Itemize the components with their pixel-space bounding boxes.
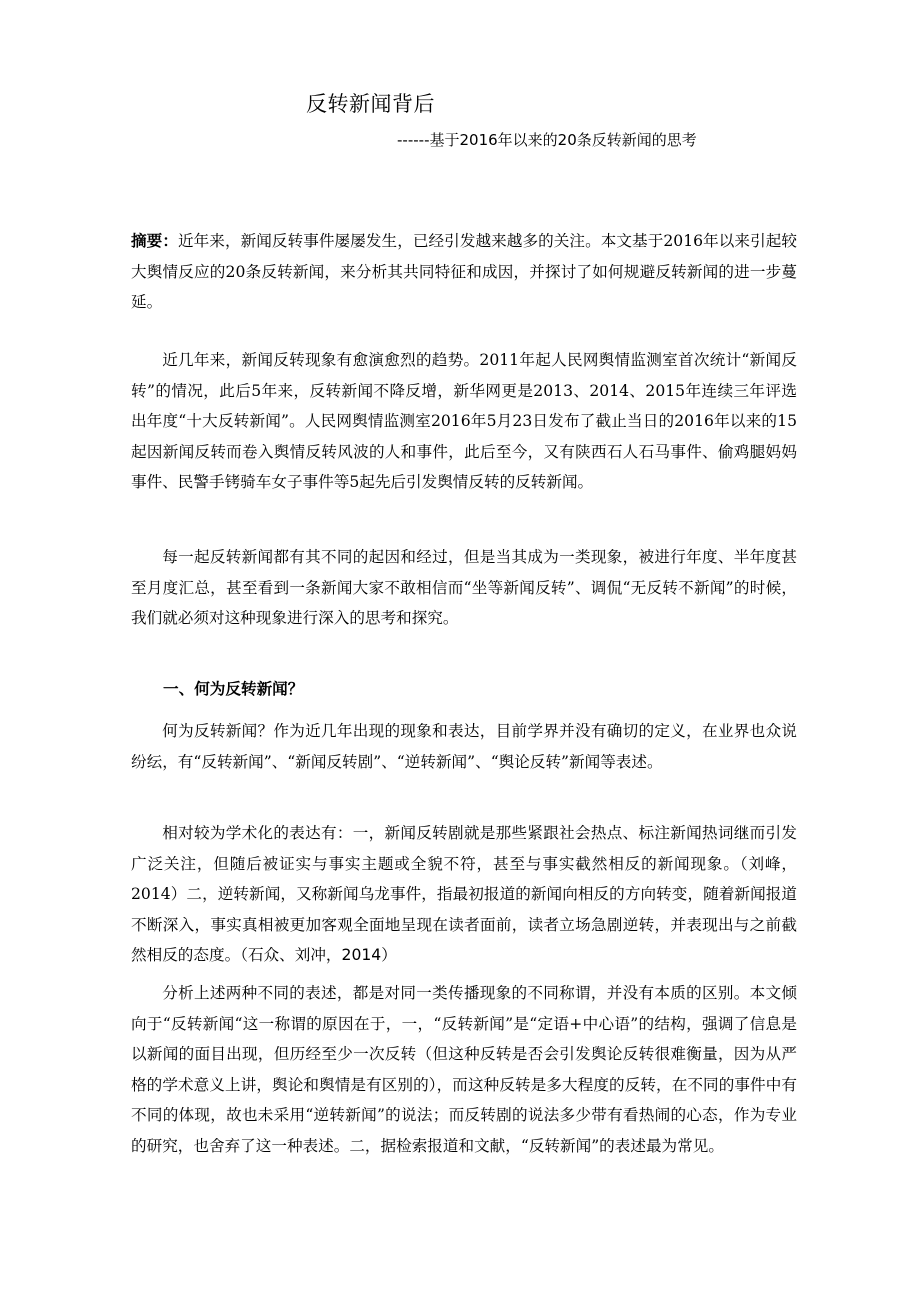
- section-paragraph-1: [131, 716, 797, 777]
- section-paragraph-2: [131, 818, 797, 971]
- abstract-text: 近年来，新闻反转事件屡屡发生，已经引发越来越多的关注。本文基于2016年以来引起较大舆情反应的20条反转新闻，来分析其共同特征和成因，并探讨了如何规避反转新闻的进一步蔓延。: [131, 232, 797, 311]
- abstract: [131, 226, 797, 318]
- paragraph-text: 相对较为学术化的表达有：一，新闻反转剧就是那些紧跟社会热点、标注新闻热词继而引发广泛关注，但随后被证实与事实主题或全貌不符，甚至与事实截然相反的新闻现象。（刘峰，2014）二，逆转新闻，又称新闻乌龙事件，指最初报道的新闻向相反的方向转变，随着新闻报道不断深入，事实真相被更加客观全面地呈现在读者面前，读者立场急剧逆转，并表现出与之前截然相反的态度。: [131, 824, 797, 964]
- intro-paragraph-1: [131, 345, 797, 498]
- document-subtitle: ------基于2016年以来的20条反转新闻的思考: [397, 131, 697, 149]
- intro-paragraph-2: [131, 542, 797, 634]
- paragraph-text: 近几年来，新闻反转现象有愈演愈烈的趋势。2011年起人民网舆情监测室首次统计“新闻反转”的情况，此后5年来，反转新闻不降反增，新华网更是2013、2014、2015年连续三年评选出年度“十大反转新闻”。人民网舆情监测室2016年5月23日发布了截止当日的2016年以来的15起因新闻反转而卷入舆情反转风波的人和事件，此后至今，又有陕西石人石马事件、偷鸡腿妈妈事件、民警手铐骑车女子事件等5起先后引发舆情反转的反转新闻。: [131, 351, 797, 491]
- document-title: 反转新闻背后: [306, 92, 435, 116]
- paragraph-text: 分析上述两种不同的表述，都是对同一类传播现象的不同称谓，并没有本质的区别。本文倾向于“反转新闻“这一称谓的原因在于，一，“反转新闻”是“定语+中心语”的结构，强调了信息是以新闻的面目出现，但历经至少一次反转（但这种反转是否会引发舆论反转很难衡量，因为从严格的学术意义上讲，舆论和舆情是有区别的），而这种反转是多大程度的反转，在不同的事件中有不同的体现，故也未采用“逆转新闻”的说法；而反转剧的说法多少带有看热闹的心态，作为专业的研究，也舍弃了这一种表述。二，据检索报道和文献，“反转新闻”的表述最为常见。: [131, 984, 797, 1155]
- section-paragraph-3: [131, 978, 797, 1161]
- citation: （石众、刘冲，2014）: [240, 946, 397, 964]
- paragraph-text: 每一起反转新闻都有其不同的起因和经过，但是当其成为一类现象，被进行年度、半年度甚至月度汇总，甚至看到一条新闻大家不敢相信而“坐等新闻反转”、调侃“无反转不新闻”的时候，我们就必须对这种现象进行深入的思考和探究。: [131, 548, 797, 627]
- section-heading: 一、何为反转新闻？: [163, 680, 304, 698]
- paragraph-text: 何为反转新闻？作为近几年出现的现象和表达，目前学界并没有确切的定义，在业界也众说纷纭，有“反转新闻”、“新闻反转剧”、“逆转新闻”、“舆论反转”新闻等表述。: [131, 722, 797, 771]
- abstract-label: 摘要：: [131, 232, 178, 250]
